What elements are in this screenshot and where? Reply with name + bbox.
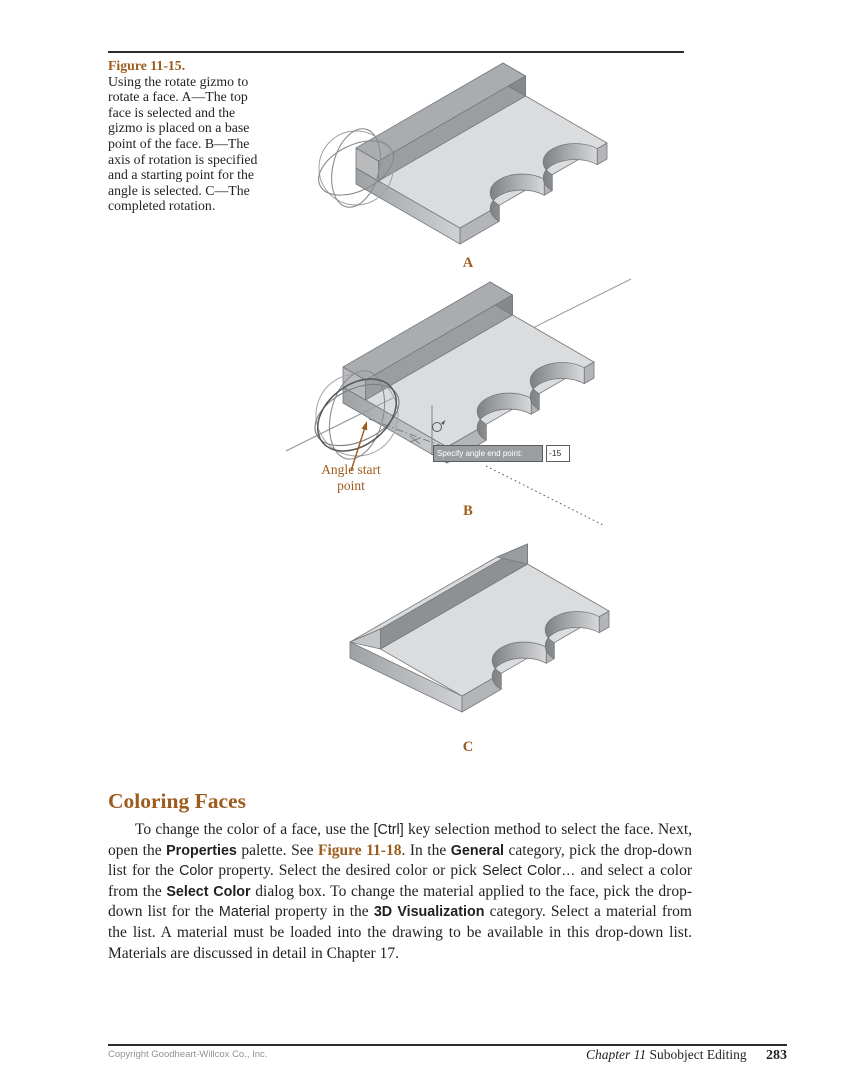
angle-start-point-annotation (289, 462, 413, 494)
figure-b-label: B (463, 503, 473, 519)
figure-caption-text: Using the rotate gizmo to rotate a face. A—The top face is selected and the gizmo is placed on a base point of the face. B—The axis of rotation is specified and a starting point for the angle is selected. C—The completed rotation. (108, 73, 258, 214)
annotation-line1: Angle start (321, 462, 381, 477)
part-a (356, 63, 607, 244)
rotation-axis-line-front (286, 398, 393, 451)
section-heading: Coloring Faces (108, 789, 246, 813)
figure-a-svg (318, 58, 628, 256)
figure-c-illustration (326, 532, 626, 744)
figure-a-illustration (318, 58, 628, 256)
dynamic-input-tooltip (433, 445, 570, 462)
tooltip-prompt: Specify angle end point: (433, 445, 543, 462)
footer-copyright: Copyright Goodheart-Willcox Co., Inc. (108, 1049, 268, 1060)
figure-b-illustration (281, 279, 643, 529)
figure-caption (108, 58, 270, 214)
footer-chapter-title: Subobject Editing (649, 1047, 747, 1062)
figure-c-label: C (462, 739, 474, 755)
annotation-line2: point (337, 478, 365, 493)
part-b (343, 282, 594, 463)
figure-a-label: A (462, 255, 474, 271)
footer-rule (108, 1044, 787, 1046)
body-paragraph: To change the color of a face, use the [Ctrl] key selection method to select the face. Next, open the Properties palette. See Figure 11-18. In the General category, pick the drop-down list for the Color property. Select the desired color or pick Select Color… and select a color from the Select Color dialog box. To change the material applied to the face, pick the drop-down list for the Material property in the 3D Visualization category. Select a material from the list. A material must be loaded into the drawing to be available in this drop-down list. Materials are discussed in detail in Chapter 17. (108, 821, 693, 962)
top-rule (108, 51, 684, 53)
figure-number: Figure 11-15. (108, 58, 186, 73)
tooltip-value-field: -15 (546, 445, 570, 462)
figure-c-svg (326, 532, 626, 744)
footer-page-number: 283 (766, 1048, 787, 1063)
footer-chapter-info (586, 1047, 787, 1064)
footer-chapter-number: Chapter 11 (586, 1047, 647, 1062)
part-c (350, 544, 609, 712)
